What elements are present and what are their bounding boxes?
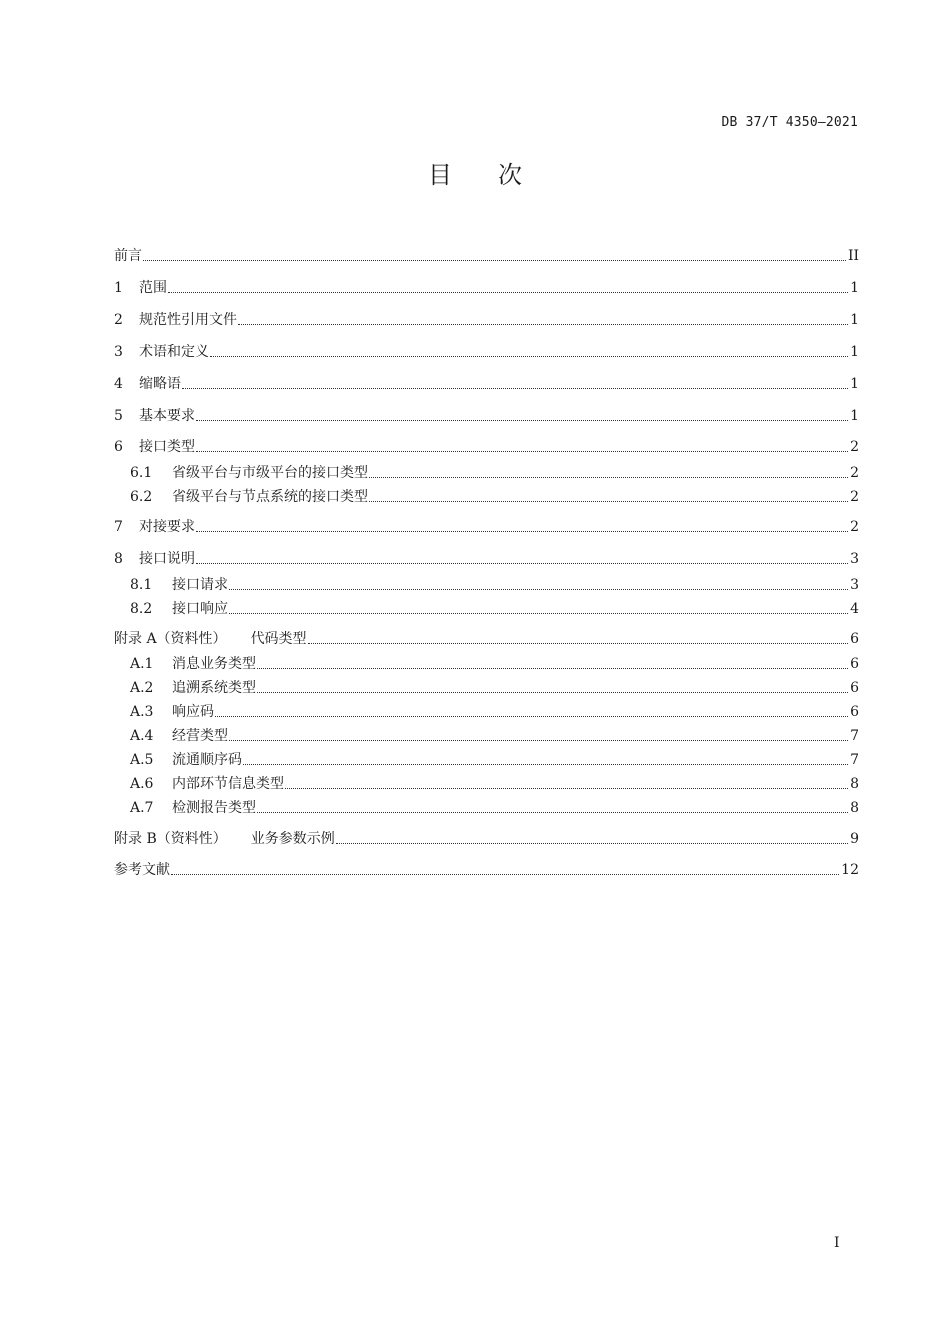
toc-entry-number: 附录 A（资料性） — [114, 631, 227, 647]
toc-entry-page: 6 — [850, 631, 859, 647]
toc-dot-leader — [238, 324, 848, 325]
toc-entry[interactable] — [114, 599, 859, 619]
toc-entry[interactable] — [114, 342, 859, 362]
toc-entry[interactable] — [114, 517, 859, 537]
toc-entry-page: 3 — [850, 551, 859, 567]
toc-entry[interactable] — [114, 437, 859, 457]
toc-entry[interactable] — [114, 406, 859, 426]
toc-entry[interactable] — [114, 310, 859, 330]
toc-entry[interactable] — [114, 798, 859, 818]
toc-entry-label: 响应码 — [172, 704, 214, 720]
toc-entry-number: 4 — [114, 376, 123, 392]
toc-entry-page: 3 — [850, 577, 859, 593]
toc-entry-number: 7 — [114, 519, 123, 535]
toc-entry-page: II — [847, 248, 859, 264]
toc-entry-number: 6 — [114, 439, 123, 455]
toc-entry-number: A.2 — [130, 680, 154, 696]
toc-entry-page: 2 — [850, 489, 859, 505]
toc-dot-leader — [229, 613, 848, 614]
toc-entry-label: 代码类型 — [250, 631, 307, 647]
toc-dot-leader — [196, 451, 848, 452]
toc-entry[interactable] — [114, 702, 859, 722]
toc-entry-label: 前言 — [114, 248, 142, 264]
toc-entry-page: 1 — [850, 408, 859, 424]
toc-entry-number: 6.1 — [130, 465, 153, 481]
toc-entry[interactable] — [114, 750, 859, 770]
toc-dot-leader — [308, 643, 849, 644]
toc-entry-page: 8 — [850, 776, 859, 792]
toc-entry-label: 对接要求 — [139, 519, 195, 535]
toc-entry-page: 12 — [841, 862, 859, 878]
toc-entry-page: 1 — [850, 280, 859, 296]
toc-entry-label: 流通顺序码 — [172, 752, 242, 768]
toc-title-right: 次 — [498, 161, 522, 189]
toc-dot-leader — [196, 420, 848, 421]
toc-entry-number: 3 — [114, 344, 123, 360]
toc-entry-label: 术语和定义 — [139, 344, 209, 360]
toc-entry-page: 2 — [850, 439, 859, 455]
toc-entry-label: 消息业务类型 — [172, 656, 256, 672]
toc-entry-label: 内部环节信息类型 — [172, 776, 284, 792]
toc-entry-label: 接口请求 — [172, 577, 228, 593]
toc-title-left: 目 — [428, 161, 452, 189]
document-code: DB 37/T 4350—2021 — [721, 115, 858, 130]
toc-title — [0, 155, 950, 190]
toc-entry-label: 业务参数示例 — [250, 831, 335, 847]
toc-dot-leader — [369, 501, 848, 502]
toc-entry-page: 1 — [850, 344, 859, 360]
toc-entry[interactable] — [114, 629, 859, 649]
toc-entry-label: 范围 — [139, 280, 167, 296]
toc-dot-leader — [196, 531, 848, 532]
toc-entry-label: 追溯系统类型 — [172, 680, 256, 696]
toc-entry-page: 6 — [850, 704, 859, 720]
toc-dot-leader — [243, 764, 848, 765]
toc-entry-number: 8 — [114, 551, 123, 567]
toc-entry-number: A.5 — [130, 752, 154, 768]
toc-entry[interactable] — [114, 246, 859, 266]
toc-entry-number: 1 — [114, 280, 123, 296]
toc-entry-page: 8 — [850, 800, 859, 816]
toc-entry[interactable] — [114, 575, 859, 595]
page-number: I — [834, 1235, 840, 1251]
toc-entry-number: A.6 — [130, 776, 154, 792]
toc-entry-page: 9 — [850, 831, 859, 847]
toc-dot-leader — [229, 589, 848, 590]
toc-entry-label: 规范性引用文件 — [139, 312, 237, 328]
toc-entry-number: A.1 — [130, 656, 154, 672]
toc-entry-label: 经营类型 — [172, 728, 228, 744]
toc-dot-leader — [182, 388, 848, 389]
toc-dot-leader — [336, 843, 848, 844]
toc-dot-leader — [171, 874, 839, 875]
toc-dot-leader — [210, 356, 848, 357]
toc-entry-label: 参考文献 — [114, 862, 170, 878]
toc-dot-leader — [143, 260, 846, 261]
toc-entry[interactable] — [114, 860, 859, 880]
toc-entry-page: 7 — [850, 752, 859, 768]
toc-entry-page: 2 — [850, 465, 859, 481]
toc-entry[interactable] — [114, 774, 859, 794]
toc-entry-page: 1 — [850, 376, 859, 392]
toc-entry[interactable] — [114, 487, 859, 507]
toc-entry[interactable] — [114, 678, 859, 698]
toc-entry-number: 附录 B（资料性） — [114, 831, 227, 847]
toc-entry[interactable] — [114, 463, 859, 483]
toc-entry-number: 8.1 — [130, 577, 153, 593]
toc-entry-number: 2 — [114, 312, 123, 328]
toc-entry-page: 6 — [850, 680, 859, 696]
toc-dot-leader — [257, 692, 848, 693]
toc-entry[interactable] — [114, 829, 859, 849]
toc-entry-label: 接口说明 — [139, 551, 195, 567]
toc-entry-number: 6.2 — [130, 489, 153, 505]
toc-entry-page: 2 — [850, 519, 859, 535]
toc-entry-label: 省级平台与市级平台的接口类型 — [172, 465, 368, 481]
toc-entry-label: 检测报告类型 — [172, 800, 256, 816]
toc-entry-number: 8.2 — [130, 601, 153, 617]
toc-entry-label: 接口响应 — [172, 601, 228, 617]
toc-dot-leader — [215, 716, 848, 717]
toc-dot-leader — [257, 812, 848, 813]
toc-entry[interactable] — [114, 374, 859, 394]
toc-dot-leader — [285, 788, 848, 789]
toc-entry-page: 1 — [850, 312, 859, 328]
toc-entry-number: 5 — [114, 408, 123, 424]
toc-entry-number: A.7 — [130, 800, 154, 816]
toc-entry-label: 省级平台与节点系统的接口类型 — [172, 489, 368, 505]
toc-entry-number: A.4 — [130, 728, 154, 744]
toc-entry-label: 基本要求 — [139, 408, 195, 424]
toc-entry[interactable] — [114, 278, 859, 298]
toc-entry-page: 6 — [850, 656, 859, 672]
toc-dot-leader — [229, 740, 848, 741]
toc-entry-number: A.3 — [130, 704, 154, 720]
toc-entry[interactable] — [114, 726, 859, 746]
toc-entry-label: 缩略语 — [139, 376, 181, 392]
toc-entry-page: 7 — [850, 728, 859, 744]
toc-entry-label: 接口类型 — [139, 439, 195, 455]
toc-dot-leader — [257, 668, 848, 669]
toc-dot-leader — [369, 477, 848, 478]
toc-entry[interactable] — [114, 549, 859, 569]
toc-dot-leader — [196, 563, 848, 564]
toc-dot-leader — [168, 292, 848, 293]
toc-entry[interactable] — [114, 654, 859, 674]
toc-entry-page: 4 — [850, 601, 859, 617]
